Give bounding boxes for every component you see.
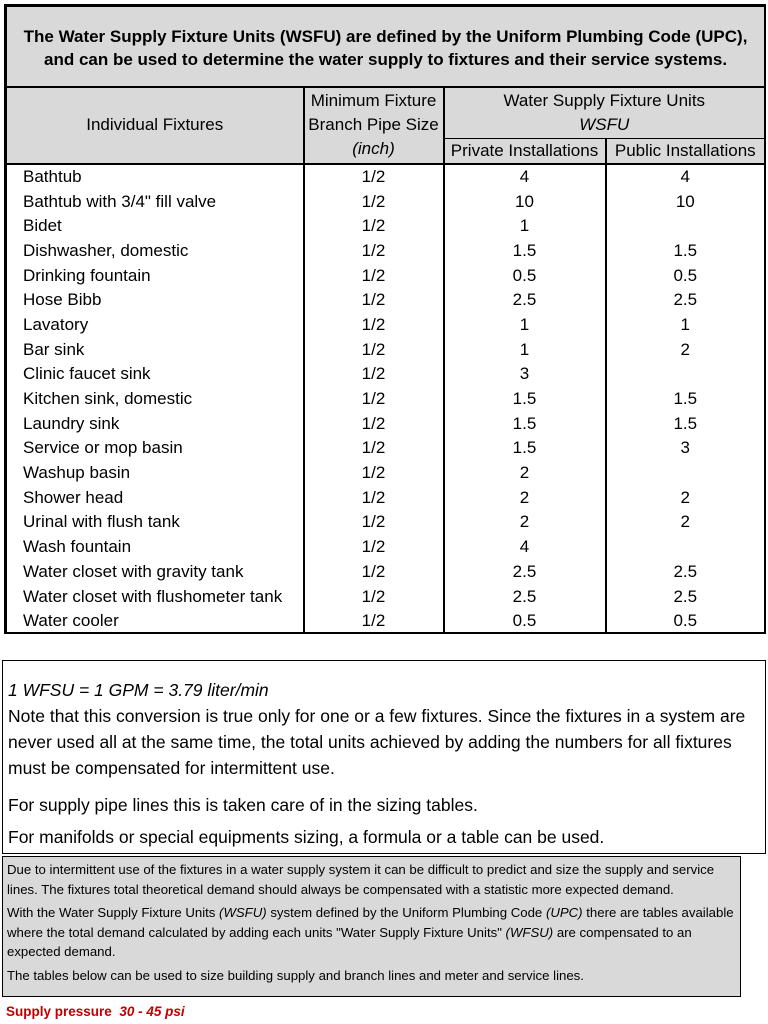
supply-pressure-value: 30 - 45 psi — [119, 1004, 185, 1019]
table-row — [7, 510, 765, 535]
pipe-size-cell: 1/2 — [304, 387, 444, 412]
public-wsfu-cell — [606, 461, 765, 486]
header-public — [606, 138, 765, 164]
private-wsfu-cell: 1.5 — [444, 239, 606, 264]
private-wsfu-cell: 1 — [444, 313, 606, 338]
private-wsfu-cell: 0.5 — [444, 609, 606, 634]
fixture-cell: Wash fountain — [7, 535, 304, 560]
public-wsfu-cell: 0.5 — [606, 609, 765, 634]
info-p2-e: there are tables available where the total demand calculated by adding each units "Water Supply Fixture Units" — [7, 905, 734, 940]
info-paragraph-1: Due to intermittent use of the fixtures in a water supply system it can be difficult to predict and size the supply and service lines. The fixtures total theoretical demand should always be compensated with a statistic more expected demand. — [7, 862, 715, 897]
private-wsfu-cell: 3 — [444, 362, 606, 387]
conversion-note — [2, 660, 766, 854]
table-row — [7, 584, 765, 609]
pipe-size-cell: 1/2 — [304, 164, 444, 190]
pipe-size-cell: 1/2 — [304, 584, 444, 609]
pipe-size-cell: 1/2 — [304, 337, 444, 362]
fixture-cell: Urinal with flush tank — [7, 510, 304, 535]
table-title — [7, 7, 765, 87]
private-wsfu-cell: 2.5 — [444, 288, 606, 313]
fixture-cell: Dishwasher, domestic — [7, 239, 304, 264]
pipe-size-cell: 1/2 — [304, 214, 444, 239]
table-row — [7, 387, 765, 412]
fixture-cell: Service or mop basin — [7, 436, 304, 461]
table-title-line2: and can be used to determine the water supply to fixtures and their service systems. — [44, 50, 728, 70]
pipe-size-cell: 1/2 — [304, 411, 444, 436]
fixture-cell: Bidet — [7, 214, 304, 239]
public-wsfu-cell: 1.5 — [606, 411, 765, 436]
fixture-cell: Bar sink — [7, 337, 304, 362]
note-paragraph-1: Note that this conversion is true only for one or a few fixtures. Since the fixtures in a system are never used all at the same time, the total units achieved by adding the numbers for all fixtures must be compensated for intermittent use. — [8, 706, 746, 778]
table-row — [7, 411, 765, 436]
table-row — [7, 535, 765, 560]
pipe-size-cell: 1/2 — [304, 535, 444, 560]
header-fixture — [7, 87, 304, 164]
public-wsfu-cell: 2 — [606, 485, 765, 510]
pipe-size-cell: 1/2 — [304, 485, 444, 510]
fixture-cell: Bathtub with 3/4" fill valve — [7, 189, 304, 214]
header-pipe-size — [304, 87, 444, 164]
header-pipe-unit: (inch) — [352, 139, 395, 158]
note-paragraph-3: For manifolds or special equipments sizing, a formula or a table can be used. — [8, 827, 605, 847]
info-paragraph-3: The tables below can be used to size building supply and branch lines and meter and service lines. — [7, 967, 584, 983]
fixture-cell: Lavatory — [7, 313, 304, 338]
public-wsfu-cell: 2.5 — [606, 288, 765, 313]
table-row — [7, 337, 765, 362]
pipe-size-cell: 1/2 — [304, 609, 444, 634]
public-wsfu-cell: 2 — [606, 337, 765, 362]
fixture-cell: Bathtub — [7, 164, 304, 190]
table-row — [7, 189, 765, 214]
private-wsfu-cell: 2.5 — [444, 560, 606, 585]
public-wsfu-cell: 10 — [606, 189, 765, 214]
fixture-cell: Kitchen sink, domestic — [7, 387, 304, 412]
table-row — [7, 239, 765, 264]
fixture-cell: Water closet with gravity tank — [7, 560, 304, 585]
public-wsfu-cell: 0.5 — [606, 263, 765, 288]
fixture-cell: Drinking fountain — [7, 263, 304, 288]
wsfu-table — [6, 6, 765, 634]
public-wsfu-cell: 2.5 — [606, 560, 765, 585]
public-wsfu-cell — [606, 362, 765, 387]
pipe-size-cell: 1/2 — [304, 510, 444, 535]
table-row — [7, 609, 765, 634]
header-private-label: Private Installations — [450, 140, 599, 160]
public-wsfu-cell: 1.5 — [606, 239, 765, 264]
table-row — [7, 461, 765, 486]
pipe-size-cell: 1/2 — [304, 189, 444, 214]
pipe-size-cell: 1/2 — [304, 263, 444, 288]
info-paragraph-2 — [7, 903, 740, 962]
private-wsfu-cell: 1.5 — [444, 387, 606, 412]
pipe-size-cell: 1/2 — [304, 239, 444, 264]
table-row — [7, 436, 765, 461]
public-wsfu-cell: 2 — [606, 510, 765, 535]
info-p2-c: system defined by the Uniform Plumbing Code — [266, 905, 546, 920]
fixture-cell: Shower head — [7, 485, 304, 510]
supply-pressure-label: Supply pressure — [6, 1004, 112, 1019]
fixture-cell: Washup basin — [7, 461, 304, 486]
public-wsfu-cell — [606, 214, 765, 239]
table-body — [7, 164, 765, 634]
header-pipe-line1: Minimum Fixture — [310, 91, 437, 110]
table-row — [7, 560, 765, 585]
header-wsfu-line1: Water Supply Fixture Units — [503, 90, 706, 110]
private-wsfu-cell: 0.5 — [444, 263, 606, 288]
conversion-formula: 1 WFSU = 1 GPM = 3.79 liter/min — [8, 680, 269, 700]
info-box — [2, 856, 741, 997]
info-p2-wfsu: (WFSU) — [505, 924, 554, 940]
wsfu-table-container — [4, 4, 766, 634]
public-wsfu-cell: 4 — [606, 164, 765, 190]
header-public-label: Public Installations — [614, 140, 756, 160]
info-p2-a: With the Water Supply Fixture Units — [7, 905, 220, 920]
private-wsfu-cell: 1 — [444, 214, 606, 239]
header-wsfu — [444, 87, 765, 139]
pipe-size-cell: 1/2 — [304, 461, 444, 486]
info-p2-upc: (UPC) — [545, 905, 583, 920]
fixture-cell: Laundry sink — [7, 411, 304, 436]
private-wsfu-cell: 2 — [444, 461, 606, 486]
public-wsfu-cell: 3 — [606, 436, 765, 461]
note-paragraph-2: For supply pipe lines this is taken care of in the sizing tables. — [8, 795, 478, 815]
fixture-cell: Hose Bibb — [7, 288, 304, 313]
info-p2-wsfu: (WSFU) — [219, 905, 267, 920]
header-pipe-line2: Branch Pipe Size — [308, 115, 439, 134]
table-row — [7, 288, 765, 313]
public-wsfu-cell: 1.5 — [606, 387, 765, 412]
private-wsfu-cell: 10 — [444, 189, 606, 214]
pipe-size-cell: 1/2 — [304, 560, 444, 585]
supply-pressure — [6, 1004, 185, 1019]
private-wsfu-cell: 1 — [444, 337, 606, 362]
table-row — [7, 313, 765, 338]
table-row — [7, 263, 765, 288]
info-p2-g: are compensated to an expected demand. — [7, 924, 692, 959]
public-wsfu-cell: 2.5 — [606, 584, 765, 609]
table-row — [7, 485, 765, 510]
pipe-size-cell: 1/2 — [304, 436, 444, 461]
fixture-cell: Water cooler — [7, 609, 304, 634]
header-fixture-label: Individual Fixtures — [86, 115, 224, 134]
private-wsfu-cell: 4 — [444, 535, 606, 560]
private-wsfu-cell: 2 — [444, 510, 606, 535]
pipe-size-cell: 1/2 — [304, 288, 444, 313]
private-wsfu-cell: 2.5 — [444, 584, 606, 609]
public-wsfu-cell: 1 — [606, 313, 765, 338]
table-row — [7, 214, 765, 239]
fixture-cell: Clinic faucet sink — [7, 362, 304, 387]
header-private — [444, 138, 606, 164]
private-wsfu-cell: 2 — [444, 485, 606, 510]
public-wsfu-cell — [606, 535, 765, 560]
table-row — [7, 164, 765, 190]
table-title-line1: The Water Supply Fixture Units (WSFU) are defined by the Uniform Plumbing Code (UPC), — [23, 27, 748, 47]
fixture-cell: Water closet with flushometer tank — [7, 584, 304, 609]
private-wsfu-cell: 4 — [444, 164, 606, 190]
private-wsfu-cell: 1.5 — [444, 411, 606, 436]
header-wsfu-line2: WSFU — [579, 114, 630, 134]
table-row — [7, 362, 765, 387]
pipe-size-cell: 1/2 — [304, 313, 444, 338]
pipe-size-cell: 1/2 — [304, 362, 444, 387]
private-wsfu-cell: 1.5 — [444, 436, 606, 461]
